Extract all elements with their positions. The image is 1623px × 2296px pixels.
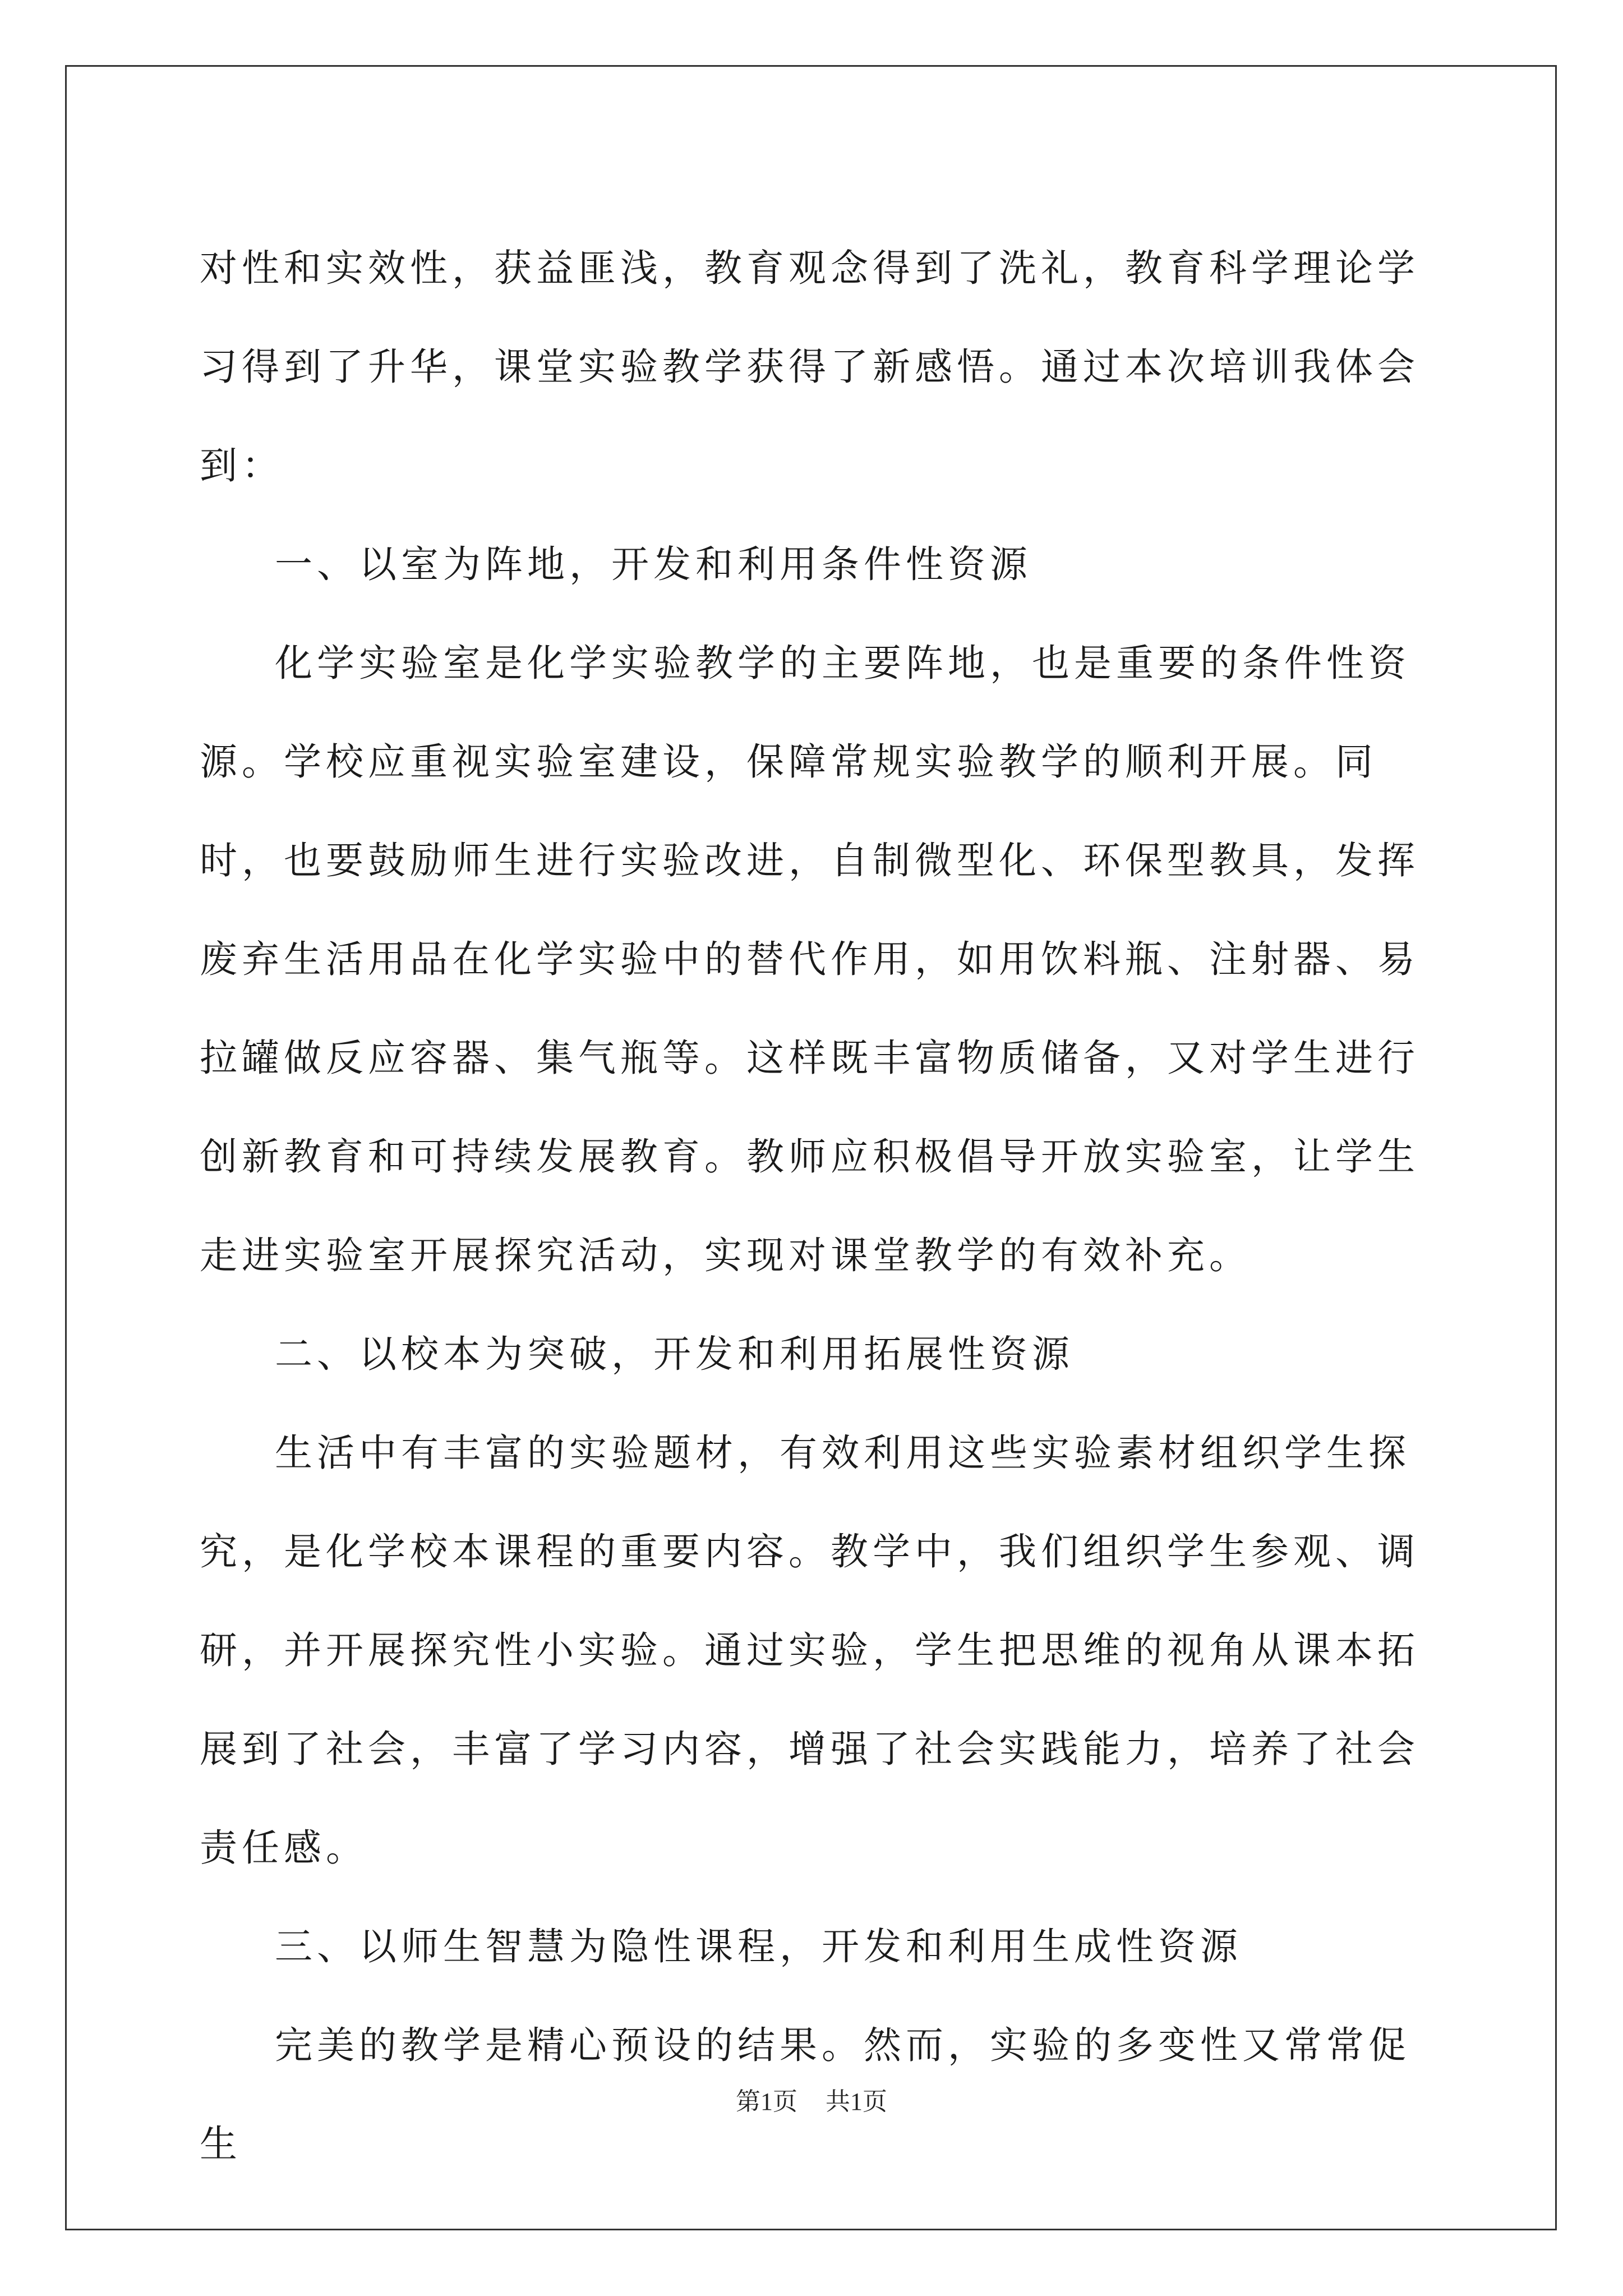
- page-total: 共1页: [826, 2088, 887, 2115]
- section-heading: 三、以师生智慧为隐性课程，开发和利用生成性资源: [275, 1925, 1242, 1968]
- paragraph: 生活中有丰富的实验题材，有效利用这些实验素材组织学生探究，是化学校本课程的重要内容。教学中，我们组织学生参观、调研，并开展探究性小实验。通过实验，学生把思维的视角从课本拓展到了社会，丰富了学习内容，增强了社会实践能力，培养了社会责任感。: [200, 1431, 1419, 1870]
- page-footer: [0, 2081, 1623, 2117]
- paragraph: 完美的教学是精心预设的结果。然而，实验的多变性又常常促生: [200, 2023, 1410, 2166]
- section-heading: 一、以室为阵地，开发和利用条件性资源: [275, 542, 1032, 586]
- section-heading: 二、以校本为突破，开发和利用拓展性资源: [275, 1332, 1074, 1376]
- paragraph: 化学实验室是化学实验教学的主要阵地，也是重要的条件性资源。学校应重视实验室建设，保障常规实验教学的顺利开展。同时，也要鼓励师生进行实验改进，自制微型化、环保型教具，发挥废弃生活用品在化学实验中的替代作用，如用饮料瓶、注射器、易拉罐做反应容器、集气瓶等。这样既丰富物质储备，又对学生进行创新教育和可持续发展教育。教师应积极倡导开放实验室，让学生走进实验室开展探究活动，实现对课堂教学的有效补充。: [200, 641, 1419, 1277]
- paragraph: 对性和实效性，获益匪浅，教育观念得到了洗礼，教育科学理论学习得到了升华，课堂实验教学获得了新感悟。通过本次培训我体会到：: [200, 246, 1419, 487]
- document-body: [200, 219, 1450, 2193]
- page-number: 第1页: [736, 2088, 797, 2115]
